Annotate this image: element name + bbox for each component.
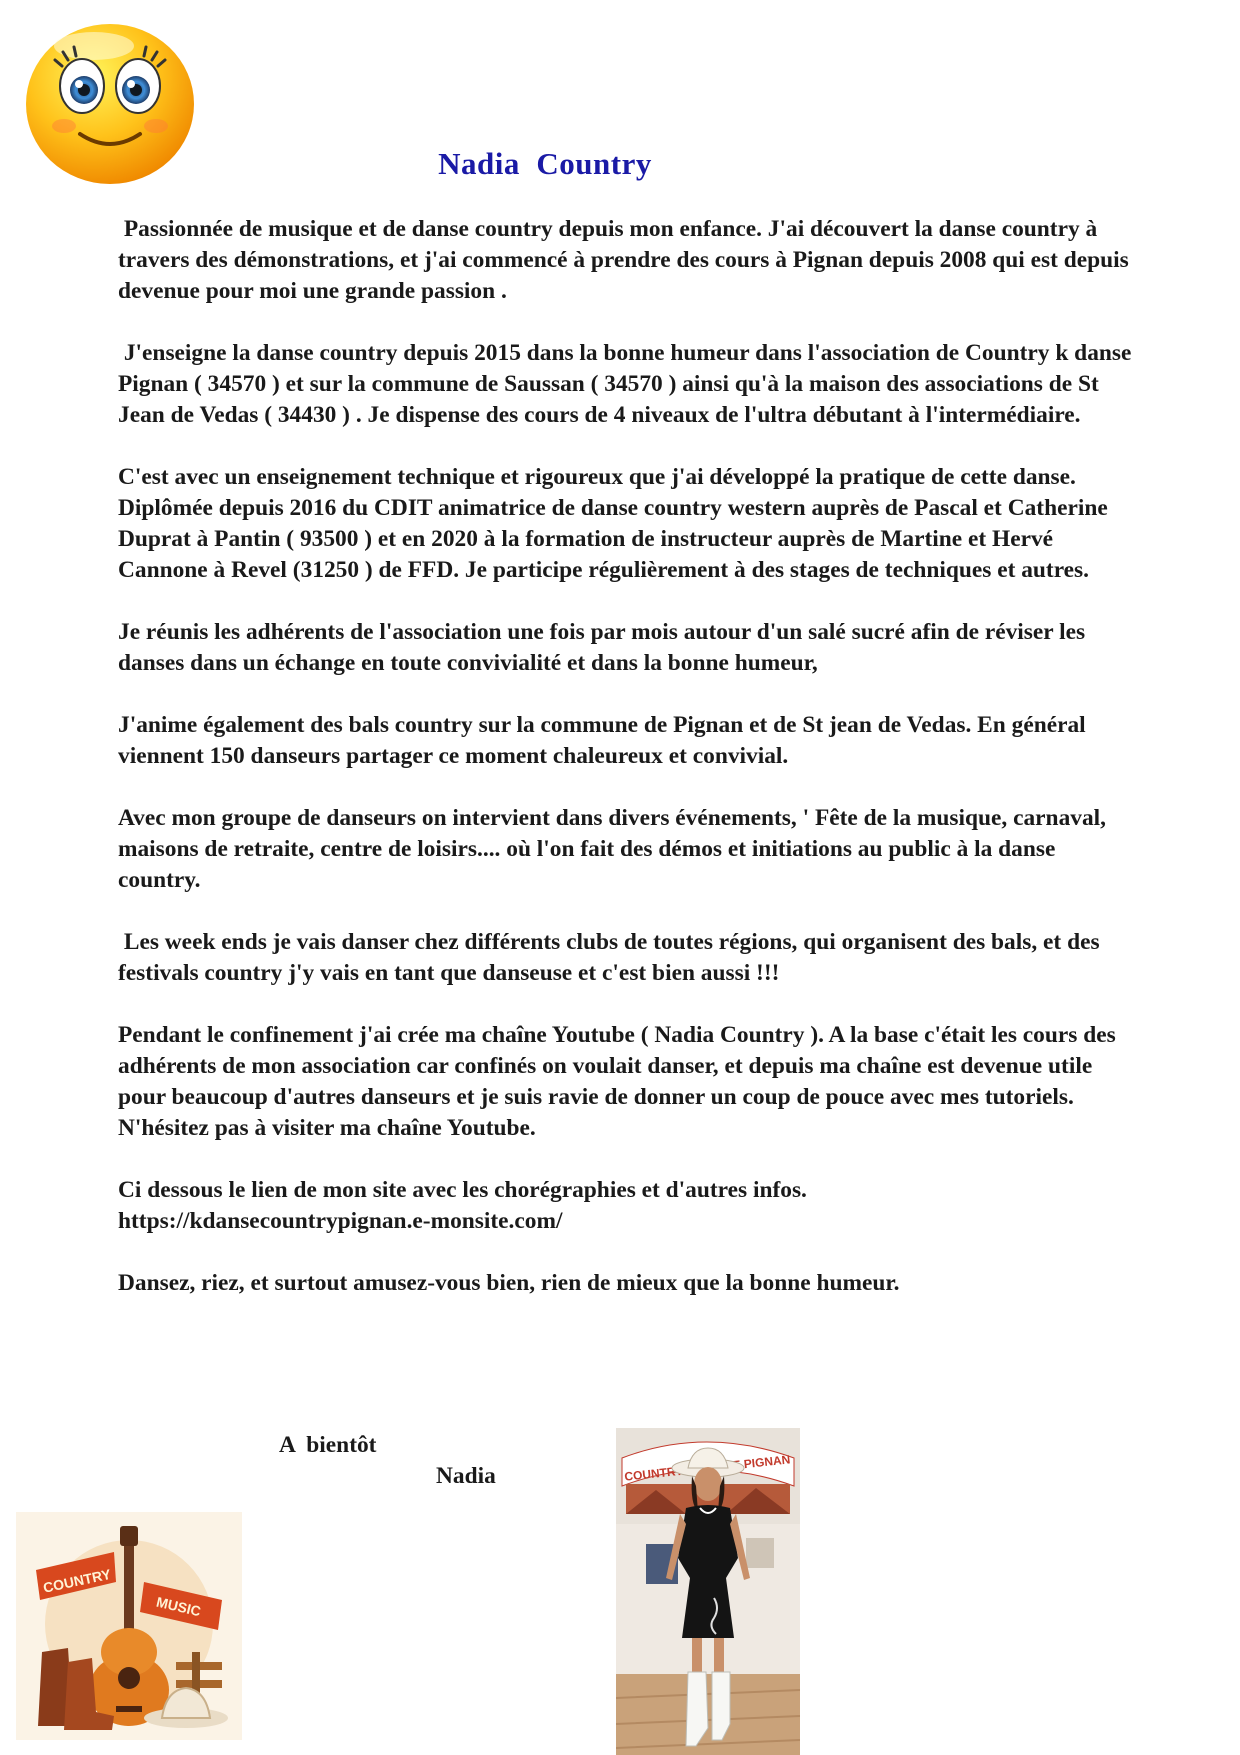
ribbon-text-music: MUSIC (154, 1593, 203, 1620)
paragraph-technique: C'est avec un enseignement technique et rigoureux que j'ai développé la pratique de cette danse. (118, 464, 1076, 490)
paragraph-meetings: Je réunis les adhérents de l'association une fois par mois autour d'un salé sucré afin de réviser les danses dans un échange en toute convivialité et dans la bonne humeur, (118, 619, 1091, 676)
paragraph-bals: J'anime également des bals country sur la commune de Pignan et de St jean de Vedas. En général viennent 150 danseurs partager ce moment chaleureux et convivial. (118, 712, 1092, 769)
page-title: Nadia Country (438, 146, 652, 181)
dancer-photo (616, 1428, 800, 1755)
body-text (118, 214, 1138, 1330)
paragraph-youtube: Pendant le confinement j'ai crée ma chaîne Youtube ( Nadia Country ). A la base c'était les cours des adhérents de mon association car confinés on voulait danser, et depuis ma chaîne est devenue utile pour beaucoup d'autres danseurs et je suis ravie de donner un coup de pouce avec mes tutoriels. N'hésitez pas à visiter ma chaîne Youtube. (118, 1022, 1122, 1141)
country-music-logo (16, 1512, 242, 1740)
paragraph-events: Avec mon groupe de danseurs on intervient dans divers événements, ' Fête de la musique, carnaval, maisons de retraite, centre de loisirs.... où l'on fait des démos et initiations au public à la danse country. (118, 805, 1112, 893)
photo-banner-text: COUNTRY PIGNAN (623, 1452, 791, 1484)
ribbon-text-country: COUNTRY (41, 1565, 113, 1596)
signoff-greeting: A bientôt (279, 1432, 377, 1458)
paragraph-passion: Passionnée de musique et de danse country depuis mon enfance. J'ai découvert la danse country à travers des démonstrations, et j'ai commencé à prendre des cours à Pignan depuis 2008 qui est depuis devenue pour moi une grande passion . (118, 216, 1135, 304)
signoff-name: Nadia (436, 1463, 496, 1489)
paragraph-site-intro: Ci dessous le lien de mon site avec les chorégraphies et d'autres infos. (118, 1177, 807, 1203)
paragraph-diploma: Diplômée depuis 2016 du CDIT animatrice de danse country western auprès de Pascal et Catherine Duprat à Pantin ( 93500 ) et en 2020 à la formation de instructeur auprès de Martine et Hervé Cannone à Revel (31250 ) de FFD. Je participe régulièrement à des stages de techniques et autres. (118, 495, 1114, 583)
paragraph-closing: Dansez, riez, et surtout amusez-vous bien, rien de mieux que la bonne humeur. (118, 1270, 900, 1296)
paragraph-weekends: Les week ends je vais danser chez différents clubs de toutes régions, qui organisent des bals, et des festivals country j'y vais en tant que danseuse et c'est bien aussi !!! (118, 929, 1106, 986)
site-link[interactable]: https://kdansecountrypignan.e-monsite.com/ (118, 1208, 563, 1234)
paragraph-teaching: J'enseigne la danse country depuis 2015 dans la bonne humeur dans l'association de Country k danse Pignan ( 34570 ) et sur la commune de Saussan ( 34570 ) ainsi qu'à la maison des associations de St Jean de Vedas ( 34430 ) . Je dispense des cours de 4 niveaux de l'ultra débutant à l'intermédiaire. (118, 340, 1138, 428)
